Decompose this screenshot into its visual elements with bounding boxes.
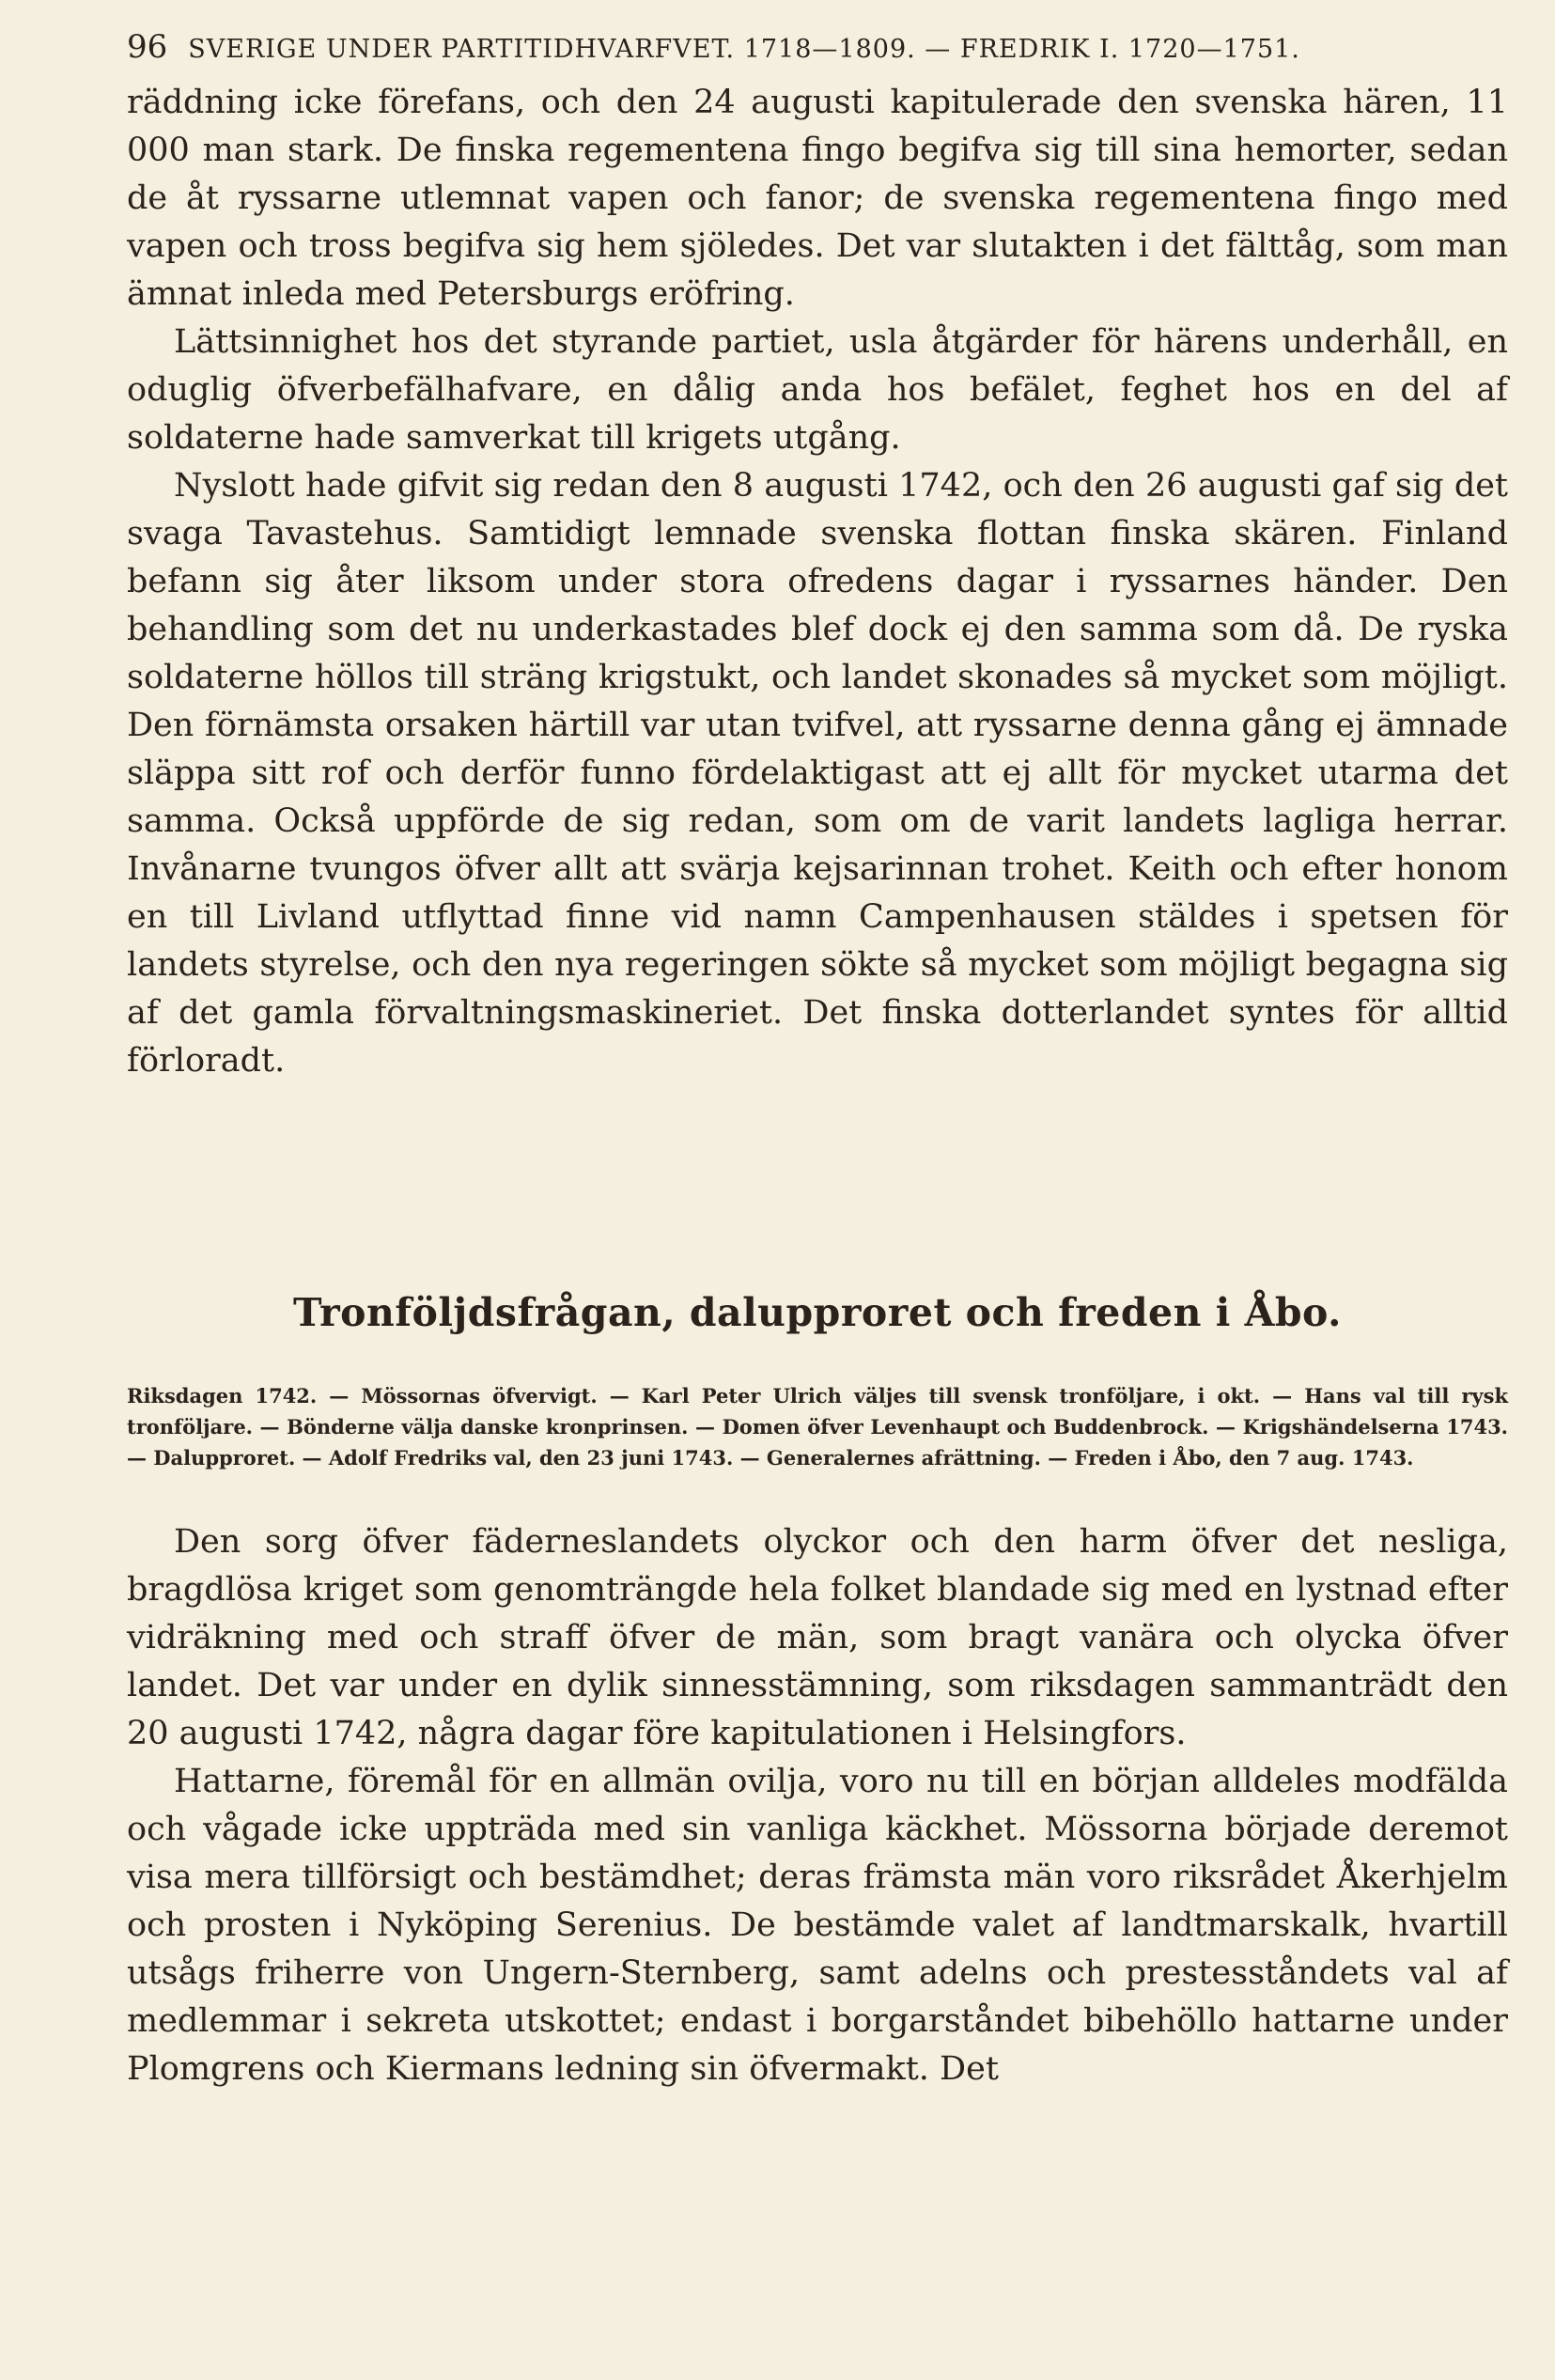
- paragraph: Nyslott hade gifvit sig redan den 8 augusti 1742, och den 26 augusti gaf sig det svaga Tavastehus. Samtidigt lemnade svenska flottan finska skären. Finland befann sig åter liksom under stora ofredens dagar i ryssarnes händer. Den behandling som det nu underkastades blef dock ej den samma som då. De ryska soldaterne höllos till sträng krigstukt, och landet skonades så mycket som möjligt. Den förnämsta orsaken härtill var utan tvifvel, att ryssarne denna gång ej ämnade släppa sitt rof och derför funno fördelaktigast att ej allt för mycket utarma det samma. Också uppförde de sig redan, som om de varit landets lagliga herrar. Invånarne tvungos öfver allt att svärja kejsarinnan trohet. Keith och efter honom en till Livland utflyttad finne vid namn Campenhausen stäldes i spetsen för landets styrelse, och den nya regeringen sökte så mycket som möjligt begagna sig af det gamla förvaltningsmaskineriet. Det finska dotterlandet syntes för alltid förloradt.: [127, 467, 1508, 1080]
- page-number: 96: [127, 28, 168, 66]
- paragraph: räddning icke förefans, och den 24 augusti kapitulerade den svenska hären, 11 000 man stark. De finska regementena fingo begifva sig till sina hemorter, sedan de åt ryssarne utlemnat vapen och fanor; de svenska regementena fingo med vapen och tross begifva sig hem sjöledes. Det var slutakten i det fälttåg, som man ämnat inleda med Petersburgs eröfring.: [127, 84, 1508, 313]
- text-block-bottom: [127, 1518, 1508, 2093]
- running-head: [127, 28, 1508, 66]
- paragraph: Lättsinnighet hos det styrande partiet, usla åtgärder för härens underhåll, en oduglig öfverbefälhafvare, en dålig anda hos befälet, feghet hos en del af soldaterne hade samverkat till krigets utgång.: [127, 323, 1508, 457]
- paragraph: Den sorg öfver fäderneslandets olyckor och den harm öfver det nesliga, bragdlösa kriget som genomträngde hela folket blandade sig med en lystnad efter vidräkning med och straff öfver de män, som bragt vanära och olycka öfver landet. Det var under en dylik sinnesstämning, som riksdagen sammanträdt den 20 augusti 1742, några dagar före kapitulationen i Helsingfors.: [127, 1523, 1508, 1752]
- text-block-top: [127, 79, 1508, 1085]
- section-title: Tronföljdsfrågan, dalupproret och freden i Åbo.: [293, 1290, 1342, 1335]
- paragraph: Hattarne, föremål för en allmän ovilja, voro nu till en början alldeles modfälda och vågade icke uppträda med sin vanliga käckhet. Mössorna började deremot visa mera tillförsigt och bestämdhet; deras främsta män voro riksrådet Åkerhjelm och prosten i Nyköping Serenius. De bestämde valet af landtmarskalk, hvartill utsågs friherre von Ungern-Sternberg, samt adelns och prestesståndets val af medlemmar i sekreta utskottet; endast i borgarståndet bibehöllo hattarne under Plomgrens och Kiermans ledning sin öfvermakt. Det: [127, 1763, 1508, 2088]
- section-summary: Riksdagen 1742. — Mössornas öfvervigt. — Karl Peter Ulrich väljes till svensk tronföljare, i okt. — Hans val till rysk tronföljare. — Bönderne välja danske kronprinsen. — Domen öfver Levenhaupt och Buddenbrock. — Krigshändelserna 1743. — Dalupproret. — Adolf Fredriks val, den 23 juni 1743. — Generalernes afrättning. — Freden i Åbo, den 7 aug. 1743.: [127, 1384, 1508, 1470]
- book-page: [127, 28, 1508, 2093]
- running-head-title: SVERIGE UNDER PARTITIDHVARFVET. 1718—1809. — FREDRIK I. 1720—1751.: [188, 35, 1300, 64]
